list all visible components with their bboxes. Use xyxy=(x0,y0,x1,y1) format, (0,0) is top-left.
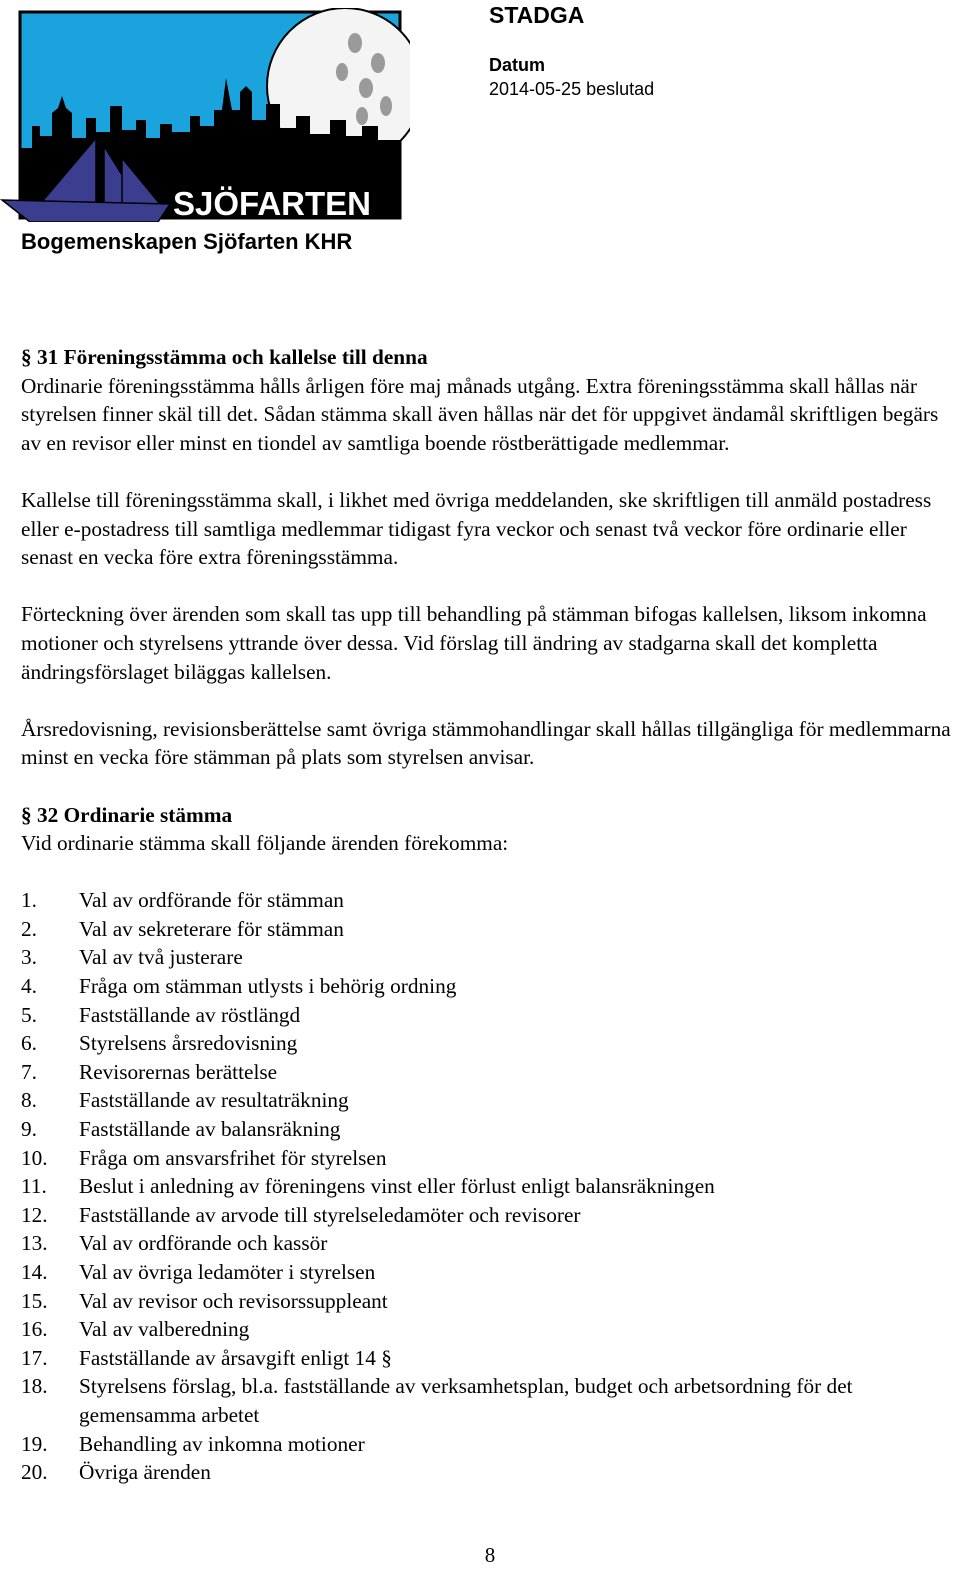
section-32-heading: § 32 Ordinarie stämma xyxy=(21,802,233,827)
item-text: Fråga om ansvarsfrihet för styrelsen xyxy=(79,1145,387,1170)
logo-text: SJÖFARTEN xyxy=(172,185,372,222)
list-item xyxy=(21,1029,957,1058)
item-text: Beslut i anledning av föreningens vinst eller förlust enligt balansräkningen xyxy=(79,1174,715,1199)
item-number: 6. xyxy=(21,1031,37,1056)
list-item xyxy=(21,1372,957,1429)
list-item xyxy=(21,1315,957,1344)
item-text: Val av två justerare xyxy=(79,945,243,970)
list-item xyxy=(21,1458,957,1487)
list-item xyxy=(21,915,957,944)
item-text: Behandling av inkomna motioner xyxy=(79,1431,365,1456)
agenda-list xyxy=(21,886,957,1486)
list-item xyxy=(21,1086,957,1115)
sjofarten-logo xyxy=(0,8,410,222)
item-text: Styrelsens årsredovisning xyxy=(79,1031,298,1056)
item-number: 2. xyxy=(21,916,37,941)
list-item xyxy=(21,1229,957,1258)
section-31-heading: § 31 Föreningsstämma och kallelse till denna xyxy=(21,345,428,369)
list-item xyxy=(21,943,957,972)
item-number: 13. xyxy=(21,1231,48,1256)
item-text: Val av sekreterare för stämman xyxy=(79,916,344,941)
item-number: 14. xyxy=(21,1260,48,1284)
item-text: Val av valberedning xyxy=(79,1317,250,1342)
item-text: Revisorernas berättelse xyxy=(79,1059,278,1084)
item-number: 7. xyxy=(21,1059,37,1084)
item-number: 8. xyxy=(21,1088,37,1113)
item-number: 3. xyxy=(21,945,37,970)
item-text: Övriga ärenden xyxy=(79,1460,211,1485)
list-item xyxy=(21,1172,957,1201)
section-31-paragraph: Kallelse till föreningsstämma skall, i likhet med övriga meddelanden, ske skriftligen till anmäld postadress eller e-postadress till samtliga medlemmar tidigast fyra veckor och senast två veckor före ordinarie eller senast en vecka före extra föreningsstämma. xyxy=(21,487,932,570)
list-item xyxy=(21,1144,957,1173)
list-item xyxy=(21,886,957,915)
list-item xyxy=(21,1344,957,1373)
item-number: 18. xyxy=(21,1374,48,1399)
item-number: 16. xyxy=(21,1317,48,1342)
item-text: Val av ordförande för stämman xyxy=(79,888,344,913)
item-number: 10. xyxy=(21,1145,48,1170)
item-text: Fråga om stämman utlysts i behörig ordning xyxy=(79,974,457,999)
section-32-intro: Vid ordinarie stämma skall följande ärenden förekomma: xyxy=(21,831,509,856)
item-number: 5. xyxy=(21,1002,37,1027)
document-body xyxy=(21,343,957,1487)
item-number: 12. xyxy=(21,1202,48,1227)
item-text: Val av övriga ledamöter i styrelsen xyxy=(79,1260,376,1284)
item-number: 20. xyxy=(21,1460,48,1485)
item-number: 19. xyxy=(21,1431,48,1456)
document-type: STADGA xyxy=(489,2,585,28)
page-number: 8 xyxy=(484,1543,496,1567)
item-number: 1. xyxy=(21,888,37,913)
list-item xyxy=(21,1201,957,1230)
item-text: Fastställande av röstlängd xyxy=(79,1002,301,1027)
date-label: Datum xyxy=(489,55,546,75)
item-text: Styrelsens förslag, bl.a. fastställande av verksamhetsplan, budget och arbetsordning för det gemensamma arbetet xyxy=(79,1374,853,1427)
section-31-paragraph: Årsredovisning, revisionsberättelse samt övriga stämmohandlingar skall hållas tillgängliga för medlemmarna minst en vecka före stämman på plats som styrelsen anvisar. xyxy=(21,716,951,770)
item-number: 9. xyxy=(21,1117,37,1142)
list-item xyxy=(21,1430,957,1459)
item-number: 15. xyxy=(21,1288,48,1313)
item-text: Val av revisor och revisorssuppleant xyxy=(79,1288,388,1313)
date-value: 2014-05-25 beslutad xyxy=(489,79,655,99)
list-item xyxy=(21,1115,957,1144)
item-number: 17. xyxy=(21,1345,48,1370)
section-31-paragraph: Ordinarie föreningsstämma hålls årligen före maj månads utgång. Extra föreningsstämma skall hållas när styrelsen finner skäl till det. Sådan stämma skall även hållas när det för uppgivet ändamål skriftligen begärs av en revisor eller minst en tiondel av samtliga boende röstberättigade medlemmar. xyxy=(21,373,939,455)
item-number: 4. xyxy=(21,974,37,999)
item-text: Fastställande av årsavgift enligt 14 § xyxy=(79,1345,392,1370)
list-item xyxy=(21,972,957,1001)
item-text: Fastställande av balansräkning xyxy=(79,1117,341,1142)
list-item xyxy=(21,1287,957,1316)
item-number: 11. xyxy=(21,1174,47,1199)
list-item xyxy=(21,1001,957,1030)
item-text: Fastställande av resultaträkning xyxy=(79,1088,349,1113)
list-item xyxy=(21,1058,957,1087)
item-text: Fastställande av arvode till styrelseledamöter och revisorer xyxy=(79,1202,581,1227)
item-text: Val av ordförande och kassör xyxy=(79,1231,328,1256)
organization-name: Bogemenskapen Sjöfarten KHR xyxy=(21,229,353,254)
section-31-paragraph: Förteckning över ärenden som skall tas upp till behandling på stämman bifogas kallelsen, liksom inkomna motioner och styrelsens yttrande över dessa. Vid förslag till ändring av stadgarna skall det kompletta ändringsförslaget biläggas kallelsen. xyxy=(21,602,927,684)
list-item xyxy=(21,1258,957,1287)
